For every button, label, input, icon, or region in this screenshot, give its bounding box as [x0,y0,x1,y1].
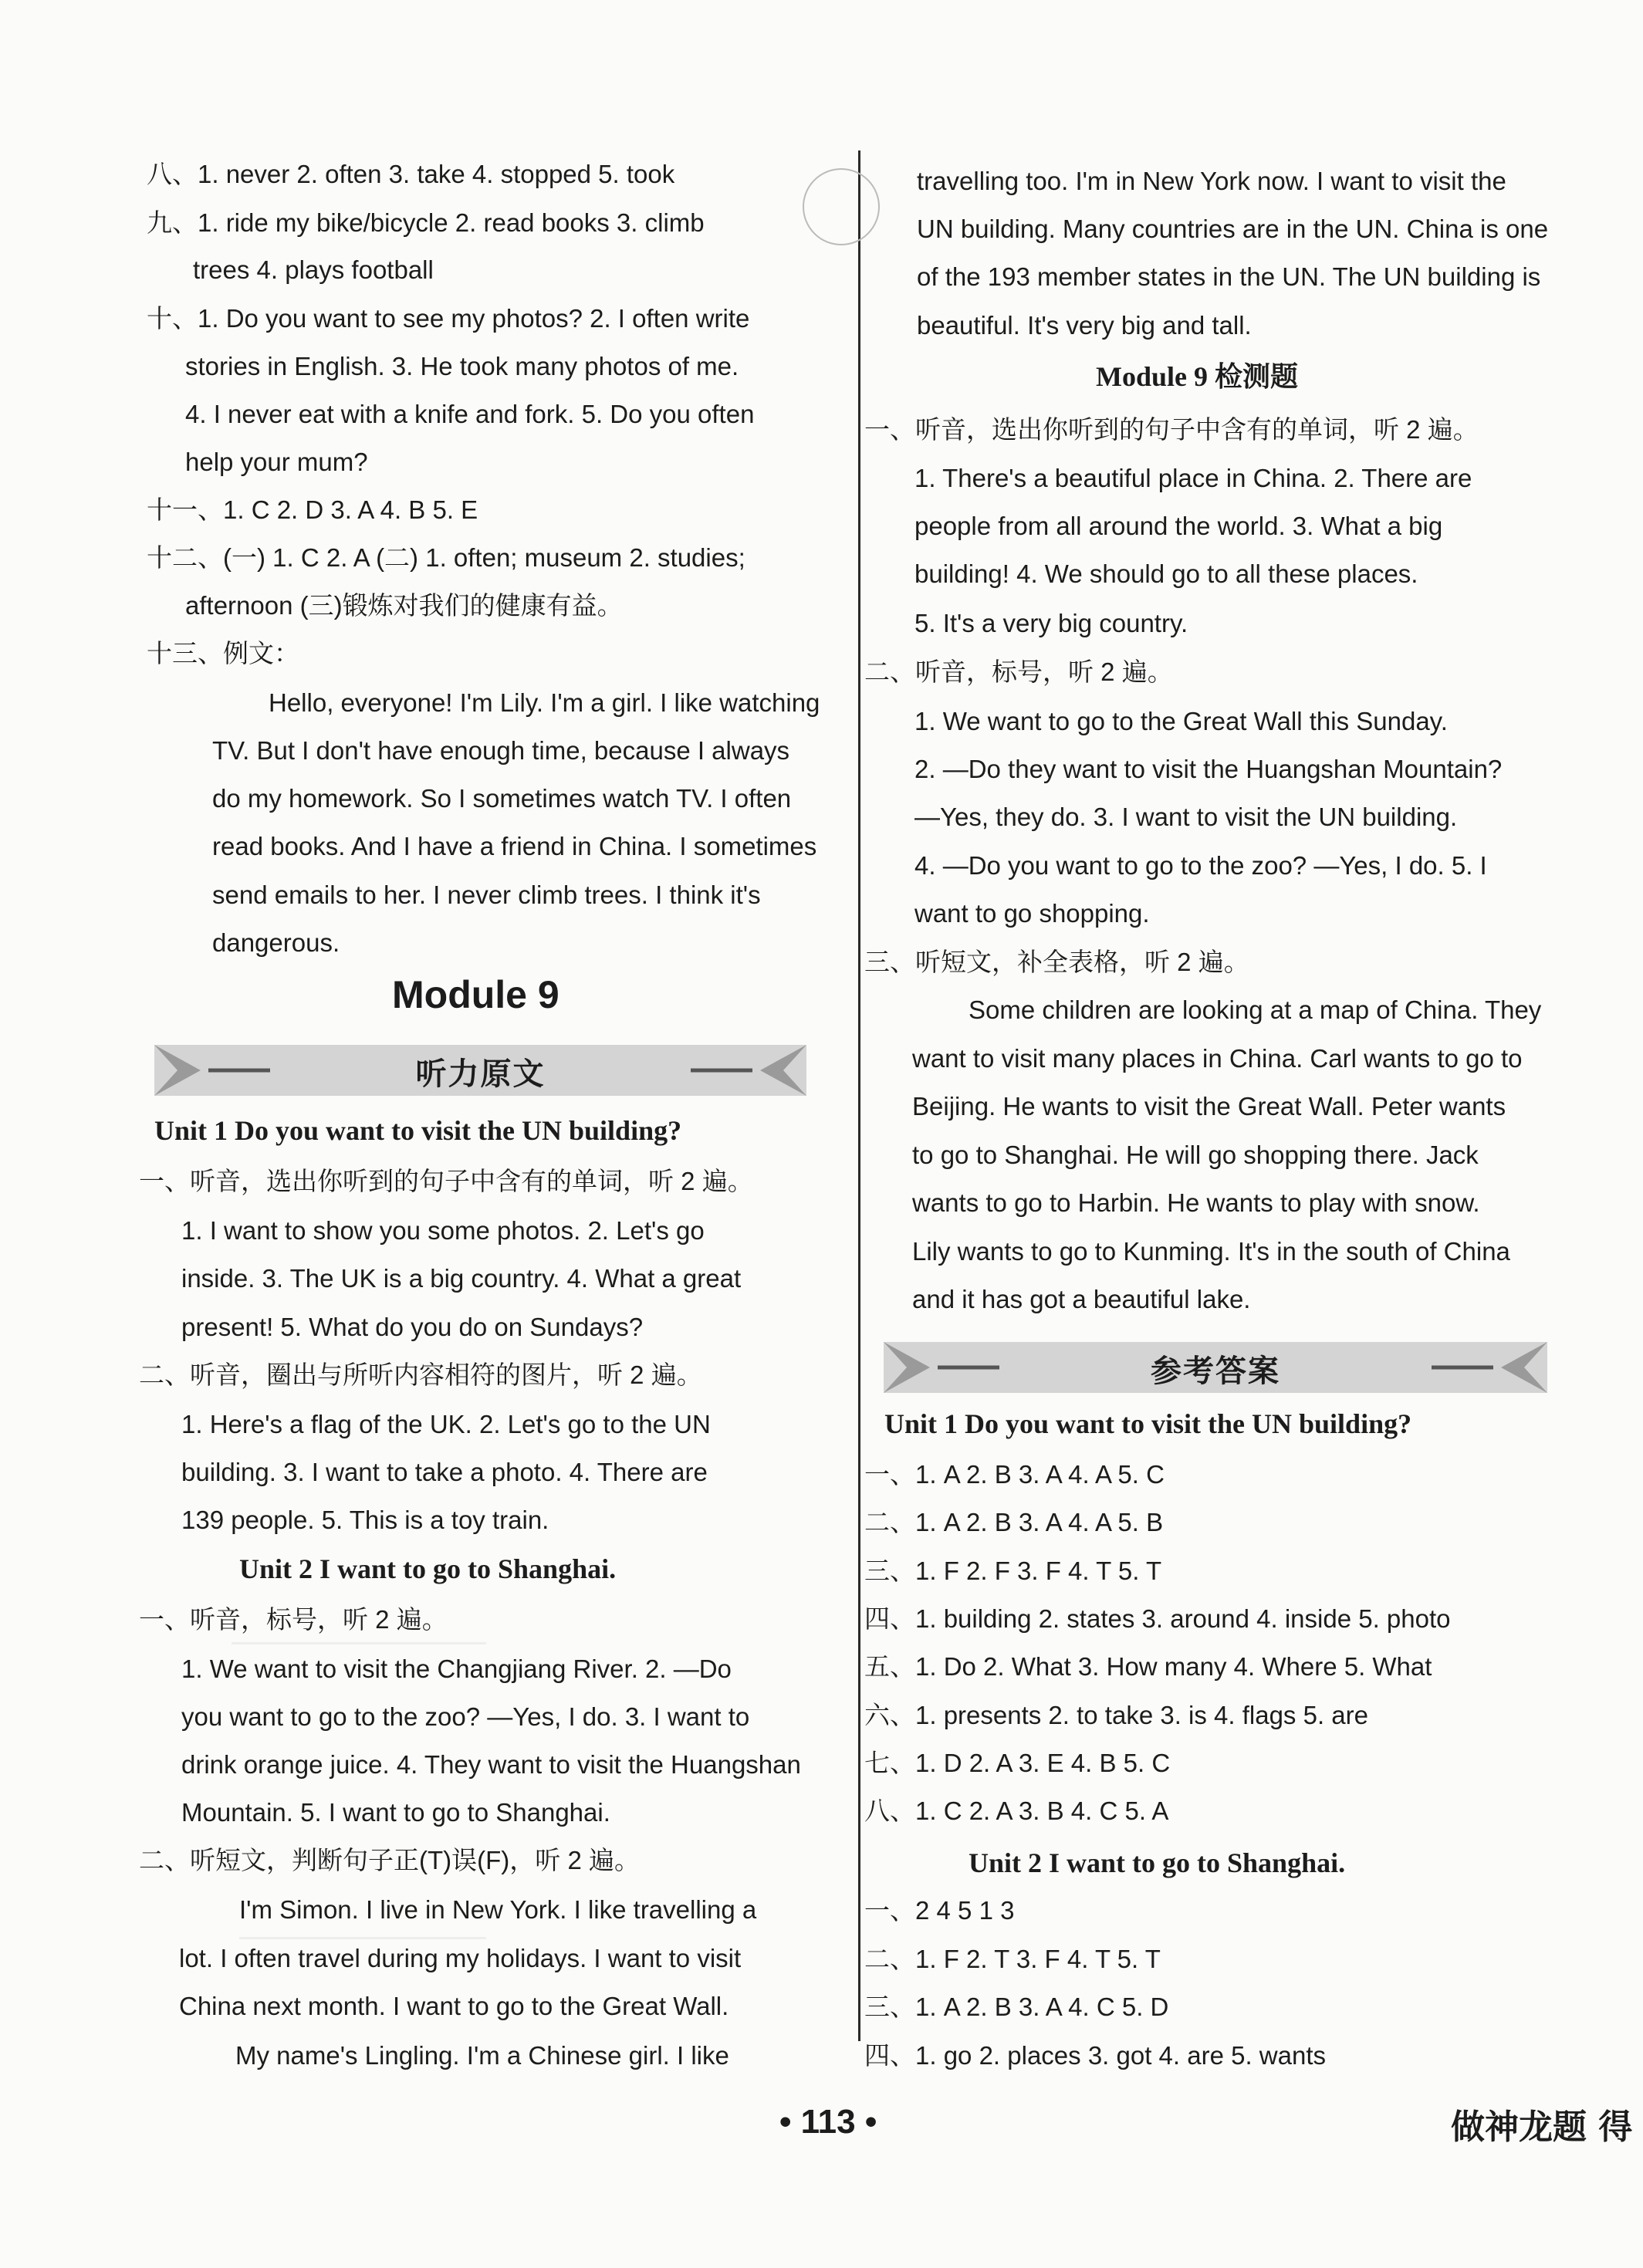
u2-section-2: 二、听短文，判断句子正(T)误(F)，听 2 遍。 [139,1846,640,1874]
essay-line-2: TV. But I don't have enough time, because I always [212,736,790,765]
test-line-5: 1. We want to go to the Great Wall this Sunday. [914,707,1448,735]
answers-u2-3: 三、1. A 2. B 3. A 4. C 5. D [864,1993,1169,2021]
answers-u2-4: 四、1. go 2. places 3. got 4. are 5. wants [864,2041,1326,2070]
u2-passage-4: My name's Lingling. I'm a Chinese girl. I like [235,2041,729,2070]
banner-answers [884,1337,1547,1398]
answer-9: 九、1. ride my bike/bicycle 2. read books 3. climb [147,208,705,237]
test-line-6: 2. —Do they want to visit the Huangshan Mountain? [914,755,1503,783]
answer-11: 十一、1. C 2. D 3. A 4. B 5. E [147,495,478,524]
u1-line-5: building. 3. I want to take a photo. 4. There are [181,1458,708,1486]
answer-10-cont-3: help your mum? [185,448,368,476]
test-line-1: 1. There's a beautiful place in China. 2. There are [914,464,1472,492]
page-number: • 113 • [779,2103,877,2141]
answers-u1-5: 五、1. Do 2. What 3. How many 4. Where 5. What [864,1652,1432,1681]
test-passage-3: Beijing. He wants to visit the Great Wall. Peter wants [912,1092,1506,1120]
u1-section-1: 一、听音，选出你听到的句子中含有的单词，听 2 遍。 [139,1167,753,1195]
answer-12-cont: afternoon (三)锻炼对我们的健康有益。 [185,591,623,620]
watermark [232,1588,486,1644]
test-line-2: people from all around the world. 3. What a big [914,512,1443,540]
u1-section-2: 二、听音，圈出与所听内容相符的图片，听 2 遍。 [139,1360,702,1389]
answers-unit2-title: Unit 2 I want to go to Shanghai. [969,1847,1346,1878]
test-passage-6: Lily wants to go to Kunming. It's in the south of China [912,1237,1510,1266]
u2-passage-2: lot. I often travel during my holidays. I want to visit [179,1944,742,1972]
u1-line-3: present! 5. What do you do on Sundays? [181,1313,644,1341]
u1-line-4: 1. Here's a flag of the UK. 2. Let's go to the UN [181,1410,711,1438]
answer-10-cont-1: stories in English. 3. He took many photos of me. [185,352,739,380]
test-passage-1: Some children are looking at a map of China. They [969,995,1542,1024]
answers-u1-8: 八、1. C 2. A 3. B 4. C 5. A [864,1796,1169,1825]
passage-cont-1: travelling too. I'm in New York now. I want to visit the [917,167,1506,195]
u2-passage-1: I'm Simon. I live in New York. I like travelling a [239,1895,757,1924]
test-section-3: 三、听短文，补全表格，听 2 遍。 [864,948,1249,976]
essay-line-3: do my homework. So I sometimes watch TV. I often [212,784,792,813]
unit1-title: Unit 1 Do you want to visit the UN building? [154,1115,682,1146]
essay-line-4: read books. And I have a friend in China. I sometimes [212,832,817,860]
test-line-4: 5. It's a very big country. [914,609,1188,637]
test-passage-5: wants to go to Harbin. He wants to play with snow. [912,1188,1480,1217]
answer-9-cont: trees 4. plays football [193,255,434,284]
test-passage-4: to go to Shanghai. He will go shopping there. Jack [912,1141,1479,1169]
test-line-8: 4. —Do you want to go to the zoo? —Yes, I do. 5. I [914,851,1487,880]
u2-line-4: Mountain. 5. I want to go to Shanghai. [181,1798,610,1827]
answers-u1-4: 四、1. building 2. states 3. around 4. inside 5. photo [864,1604,1451,1633]
test-line-7: —Yes, they do. 3. I want to visit the UN building. [914,803,1458,831]
passage-cont-2: UN building. Many countries are in the UN. China is one [917,215,1549,243]
watermark [239,1883,486,1939]
u2-line-1: 1. We want to visit the Changjiang River. 2. —Do [181,1655,732,1683]
banner-title: 听力原文 [415,1056,546,1092]
u2-passage-3: China next month. I want to go to the Great Wall. [179,1992,729,2020]
answer-10: 十、1. Do you want to see my photos? 2. I often write [147,304,750,333]
passage-cont-4: beautiful. It's very big and tall. [917,311,1252,340]
stamp-mark [803,168,880,245]
answers-u1-6: 六、1. presents 2. to take 3. is 4. flags 5. are [864,1701,1368,1729]
module-title: Module 9 [392,973,559,1016]
answers-u1-2: 二、1. A 2. B 3. A 4. A 5. B [864,1508,1164,1536]
test-title: Module 9 检测题 [1096,361,1299,392]
answers-unit1-title: Unit 1 Do you want to visit the UN building? [884,1408,1412,1439]
u1-line-6: 139 people. 5. This is a toy train. [181,1506,549,1534]
test-section-2: 二、听音，标号，听 2 遍。 [864,657,1173,686]
passage-cont-3: of the 193 member states in the UN. The UN building is [917,262,1541,291]
answers-u2-2: 二、1. F 2. T 3. F 4. T 5. T [864,1945,1161,1973]
u2-line-2: you want to go to the zoo? —Yes, I do. 3. I want to [181,1702,750,1731]
u1-line-1: 1. I want to show you some photos. 2. Let's go [181,1216,705,1245]
test-passage-2: want to visit many places in China. Carl wants to go to [912,1044,1523,1073]
test-section-1: 一、听音，选出你听到的句子中含有的单词，听 2 遍。 [864,415,1479,444]
essay-line-1: Hello, everyone! I'm Lily. I'm a girl. I like watching [269,688,820,717]
u2-line-3: drink orange juice. 4. They want to visit the Huangshan [181,1750,801,1779]
banner-listening-script [154,1040,806,1100]
banner-title: 参考答案 [1151,1354,1280,1389]
column-divider [858,150,860,2041]
answer-8: 八、1. never 2. often 3. take 4. stopped 5. took [147,160,675,188]
answers-u1-1: 一、1. A 2. B 3. A 4. A 5. C [864,1460,1165,1489]
answer-13: 十三、例文： [147,639,299,668]
answers-u1-3: 三、1. F 2. F 3. F 4. T 5. T [864,1557,1162,1585]
answers-u2-1: 一、2 4 5 1 3 [864,1896,1015,1925]
test-line-3: building! 4. We should go to all these places. [914,559,1418,588]
test-passage-7: and it has got a beautiful lake. [912,1285,1251,1313]
answers-u1-7: 七、1. D 2. A 3. E 4. B 5. C [864,1749,1171,1777]
u1-line-2: inside. 3. The UK is a big country. 4. What a great [181,1264,742,1293]
unit2-title: Unit 2 I want to go to Shanghai. [239,1553,617,1584]
test-line-9: want to go shopping. [914,899,1150,928]
u2-section-1: 一、听音，标号，听 2 遍。 [139,1605,448,1634]
essay-line-6: dangerous. [212,928,340,957]
essay-line-5: send emails to her. I never climb trees. I think it's [212,880,761,909]
brand-slogan: 做神龙题 得 [1451,2107,1633,2147]
answer-12: 十二、(一) 1. C 2. A (二) 1. often; museum 2. studies; [147,543,745,572]
answer-10-cont-2: 4. I never eat with a knife and fork. 5. Do you often [185,400,755,428]
